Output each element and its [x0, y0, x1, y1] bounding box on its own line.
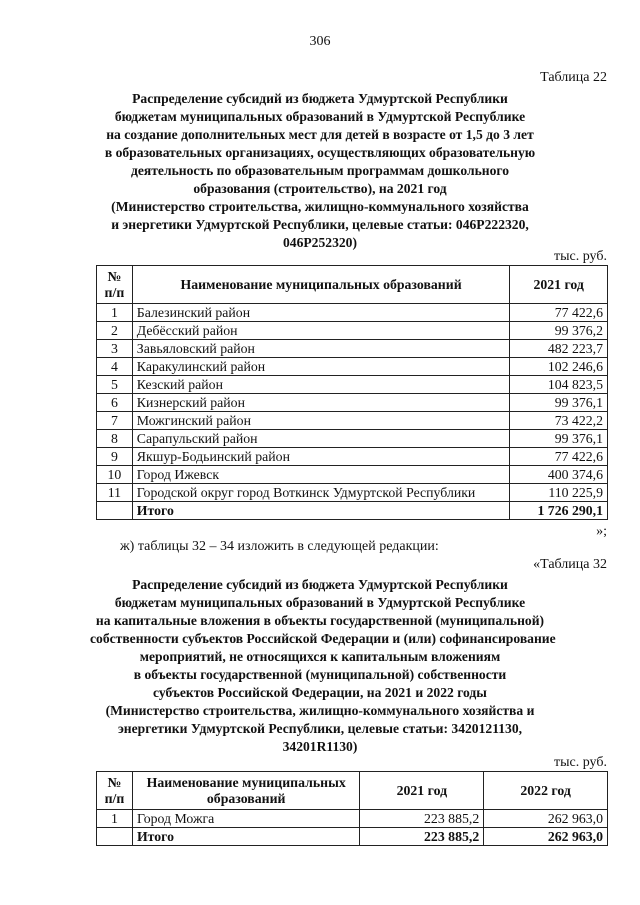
row-name: Кезский район — [132, 376, 510, 394]
table-row — [97, 430, 608, 448]
row-value-2021: 110 225,9 — [510, 484, 608, 502]
total-value-2022: 262 963,0 — [484, 828, 608, 846]
total-label: Итого — [132, 828, 360, 846]
title-line: Распределение субсидий из бюджета Удмуртской Республики — [132, 91, 508, 106]
instruction-text: ж) таблицы 32 – 34 изложить в следующей редакции: — [120, 539, 439, 554]
table-row — [97, 376, 608, 394]
row-num: 7 — [97, 412, 133, 430]
total-num-cell — [97, 502, 133, 520]
table-header-row — [97, 266, 608, 304]
title-line: 046P252320) — [282, 235, 357, 250]
table-row — [97, 322, 608, 340]
title-line: Распределение субсидий из бюджета Удмуртской Республики — [132, 577, 508, 592]
total-value-2021: 1 726 290,1 — [510, 502, 608, 520]
title-line: на капитальные вложения в объекты государственной (муниципальной) — [95, 613, 545, 628]
table-row — [97, 304, 608, 322]
row-value-2021: 99 376,1 — [510, 430, 608, 448]
row-value-2021: 400 374,6 — [510, 466, 608, 484]
header-2021: 2021 год — [510, 266, 608, 304]
table-32 — [96, 771, 608, 846]
row-num: 5 — [97, 376, 133, 394]
title-line: бюджетам муниципальных образований в Удмуртской Республике — [114, 595, 526, 610]
table-row — [97, 484, 608, 502]
row-name: Дебёсский район — [132, 322, 510, 340]
row-value-2021: 77 422,6 — [510, 448, 608, 466]
row-num: 3 — [97, 340, 133, 358]
header-name: Наименование муниципальных образований — [132, 772, 360, 810]
title-line: 34201R1130) — [282, 739, 358, 754]
header-name: Наименование муниципальных образований — [132, 266, 510, 304]
row-name: Можгинский район — [132, 412, 510, 430]
table-row — [97, 358, 608, 376]
row-value-2022: 262 963,0 — [484, 810, 608, 828]
total-num-cell — [97, 828, 133, 846]
title-line: энергетики Удмуртской Республики, целевые статьи: 3420121130, — [117, 721, 523, 736]
row-num: 4 — [97, 358, 133, 376]
table-22-unit: тыс. руб. — [554, 249, 607, 264]
table-row — [97, 340, 608, 358]
row-num: 10 — [97, 466, 133, 484]
header-num: № п/п — [97, 772, 133, 810]
row-value-2021: 102 246,6 — [510, 358, 608, 376]
table-total-row — [97, 828, 608, 846]
row-value-2021: 99 376,1 — [510, 394, 608, 412]
row-value-2021: 99 376,2 — [510, 322, 608, 340]
row-num: 8 — [97, 430, 133, 448]
title-line: (Министерство строительства, жилищно-коммунального хозяйства и — [105, 703, 535, 718]
header-2021: 2021 год — [360, 772, 484, 810]
table-22-label: Таблица 22 — [540, 70, 607, 85]
row-num: 9 — [97, 448, 133, 466]
row-num: 2 — [97, 322, 133, 340]
table-row — [97, 448, 608, 466]
table-32-unit: тыс. руб. — [554, 755, 607, 770]
title-line: в объекты государственной (муниципальной) собственности — [133, 667, 507, 682]
table-32-title — [90, 576, 556, 756]
row-name: Каракулинский район — [132, 358, 510, 376]
table-total-row — [97, 502, 608, 520]
title-line: образования (строительство), на 2021 год — [193, 181, 447, 196]
title-line: деятельность по образовательным программам дошкольного — [130, 163, 510, 178]
row-name: Город Можга — [132, 810, 360, 828]
title-line: собственности субъектов Российской Федерации и (или) софинансирование — [90, 631, 556, 646]
row-num: 11 — [97, 484, 133, 502]
row-num: 6 — [97, 394, 133, 412]
table-row — [97, 394, 608, 412]
title-line: (Министерство строительства, жилищно-коммунального хозяйства — [111, 199, 529, 214]
title-line: в образовательных организациях, осуществляющих образовательную — [104, 145, 536, 160]
table-32-label: «Таблица 32 — [533, 557, 607, 572]
table-row — [97, 412, 608, 430]
table-22-title — [90, 90, 550, 252]
row-name: Сарапульский район — [132, 430, 510, 448]
header-num: № п/п — [97, 266, 133, 304]
title-line: мероприятий, не относящихся к капитальным вложениям — [139, 649, 501, 664]
row-num: 1 — [97, 810, 133, 828]
row-num: 1 — [97, 304, 133, 322]
page-number: 306 — [309, 34, 331, 49]
table-22-closing: »; — [596, 524, 607, 539]
row-name: Кизнерский район — [132, 394, 510, 412]
title-line: и энергетики Удмуртской Республики, целевые статьи: 046P222320, — [111, 217, 529, 232]
row-value-2021: 482 223,7 — [510, 340, 608, 358]
row-value-2021: 73 422,2 — [510, 412, 608, 430]
title-line: на создание дополнительных мест для детей в возрасте от 1,5 до 3 лет — [106, 127, 534, 142]
row-name: Балезинский район — [132, 304, 510, 322]
title-line: бюджетам муниципальных образований в Удмуртской Республике — [114, 109, 526, 124]
row-value-2021: 104 823,5 — [510, 376, 608, 394]
title-line: субъектов Российской Федерации, на 2021 и 2022 годы — [153, 685, 487, 700]
table-row — [97, 810, 608, 828]
total-value-2021: 223 885,2 — [360, 828, 484, 846]
row-value-2021: 77 422,6 — [510, 304, 608, 322]
header-2022: 2022 год — [484, 772, 608, 810]
table-header-row — [97, 772, 608, 810]
row-name: Город Ижевск — [132, 466, 510, 484]
row-name: Завьяловский район — [132, 340, 510, 358]
table-22 — [96, 265, 608, 520]
table-row — [97, 466, 608, 484]
total-label: Итого — [132, 502, 510, 520]
row-value-2021: 223 885,2 — [360, 810, 484, 828]
row-name: Городской округ город Воткинск Удмуртской Республики — [132, 484, 510, 502]
row-name: Якшур-Бодьинский район — [132, 448, 510, 466]
